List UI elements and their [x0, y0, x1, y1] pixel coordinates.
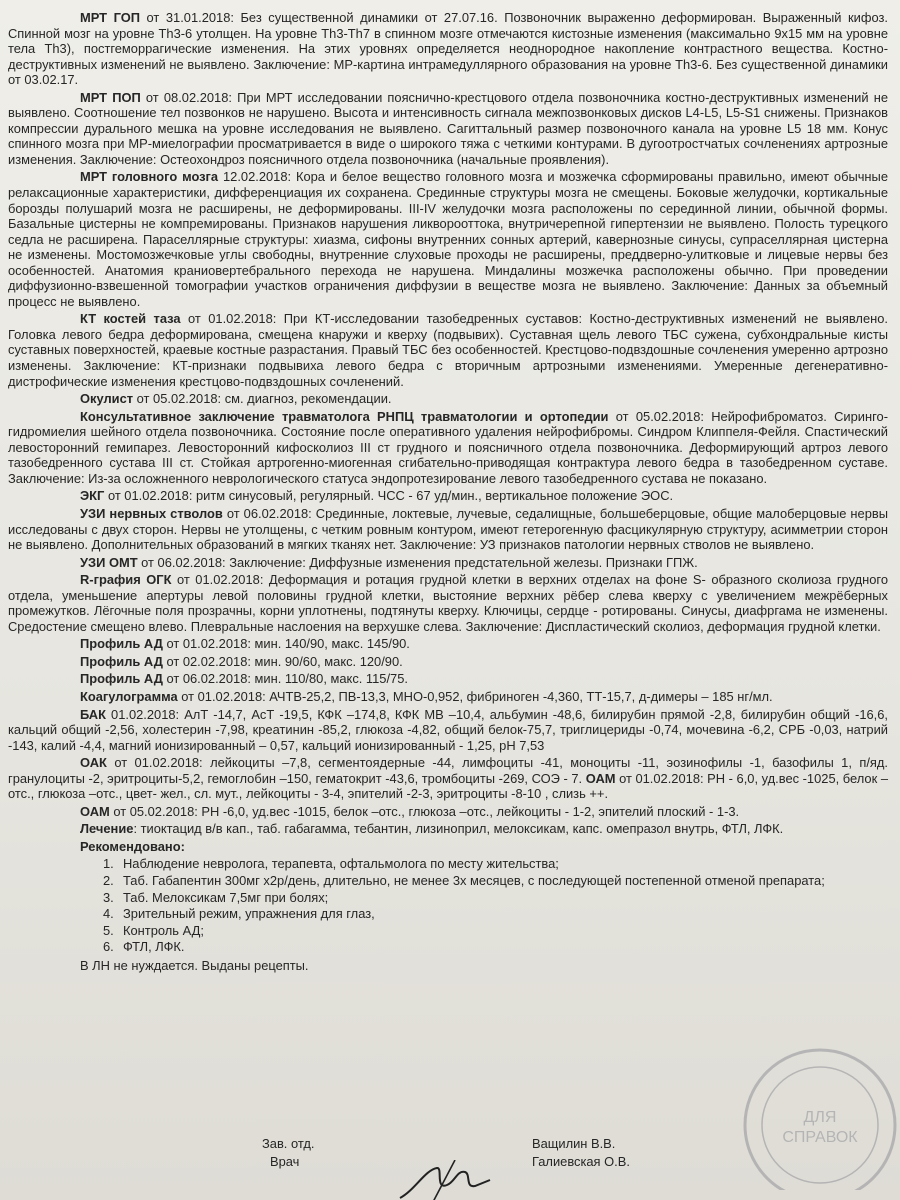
ct-pelvis-paragraph: [8, 311, 888, 389]
section-label: ОАК: [80, 755, 107, 771]
section-text: от 05.02.2018: Нейрофиброматоз. Сиринго-гидромиелия шейного отдела позвоночника. Состояние после оперативного удаления нейрофибромы. Синдром Клиппеля-Фейля. Спастический левосторонний гемипарез. Левосторонний кифосколиоз III ст грудного и поясничного отдела позвоночника. Деформирующий артроз левого тазобедренного сустава III ст. Стойкая артрогенно-миогенная сгибательно-приводящая контрактура левого бедра в тазобедренном суставе. Заключение: Из-за осложненного неврологического статуса эндопротезирование левого тазобедренного сустава не показано.: [8, 408, 888, 486]
head-role: Зав. отд.: [262, 1136, 315, 1151]
biochemistry-paragraph: [8, 707, 888, 754]
mri-lumbar-paragraph: [8, 90, 888, 168]
report-body: [8, 10, 888, 973]
section-label: Профиль АД: [80, 653, 163, 669]
list-item: 5. Контроль АД;: [103, 922, 204, 938]
nerve-ultrasound-paragraph: [8, 506, 888, 553]
section-label: ОАМ: [585, 770, 616, 786]
mri-thoracic-paragraph: [8, 10, 888, 88]
section-label: Профиль АД: [80, 636, 163, 652]
section-label: МРТ головного мозга: [80, 169, 219, 185]
section-text: : тиоктацид в/в кап., таб. габагамма, тебантин, лизиноприл, мелоксикам, капс. омепразол внутрь, ФТЛ, ЛФК.: [133, 821, 784, 837]
section-label: Консультативное заключение травматолога РНПЦ травматологии и ортопедии: [80, 408, 609, 424]
list-item: 1. Наблюдение невролога, терапевта, офтальмолога по месту жительства;: [103, 856, 559, 872]
section-label: Окулист: [80, 391, 134, 407]
section-text: от 06.02.2018: Заключение: Диффузные изменения предстательной железы. Признаки ГПЖ.: [137, 554, 698, 570]
section-label: Профиль АД: [80, 671, 163, 687]
section-label: МРТ ГОП: [80, 10, 140, 25]
head-name: Ващилин В.В.: [532, 1136, 616, 1151]
list-item: 6. ФТЛ, ЛФК.: [103, 939, 185, 955]
section-text: 01.02.2018: АлТ -14,7, АсТ -19,5, КФК –174,8, КФК МВ –10,4, альбумин -48,6, билирубин прямой -2,8, билирубин общий -16,6, кальций общий -2,56, холестерин -7,98, креатинин -85,2, глюкоза -4,82, общий белок-75,7, триглицериды -0,74, мочевина -6,2, СРБ -0,03, натрий -143, калий -4,4, магний ионизированный – 0,57, кальций ионизированный - 1,25, рН 7,53: [8, 706, 888, 753]
section-label: Коагулограмма: [80, 688, 178, 704]
bp-profile-2: [8, 654, 888, 670]
section-text: от 01.02.2018: лейкоциты –7,8, сегментоядерные -44, лимфоциты -41, моноциты -11, эозинофилы -1, базофилы 1, п/яд. гранулоциты -2, эритроциты-5,2, гемоглобин –150, гематокрит -43,6, тромбоциты -269, СОЭ - 7.: [8, 755, 888, 786]
ecg-paragraph: [8, 488, 888, 504]
section-text: от 01.02.2018: При КТ-исследовании тазобедренных суставов: Костно-деструктивных изменений не выявлено. Головка левого бедра деформирована, смещена кнаружи и кверху (подвывих). Суставная щель левого ТБС сужена, субхондральные кисты суставных поверхностей, краевые костные разрастания. Правый ТБС без особенностей. Крестцово-подвздошные сочленения умеренно артрозно изменены. Заключение: КТ-признаки подвывиха левого бедра с вторичным артрозными изменениями. Умеренные дегенеративно-дистрофические изменения крестцово-подвздошных сочленений.: [8, 311, 889, 389]
urine-paragraph: [8, 804, 888, 820]
handwritten-signature: [395, 1160, 495, 1200]
section-label: УЗИ нервных стволов: [80, 505, 223, 521]
list-item: 2. Таб. Габапентин 300мг х2р/день, длительно, не менее 3х месяцев, с последующей постепенной отменой препарата;: [103, 872, 825, 888]
doctor-role: Врач: [270, 1154, 300, 1169]
recommendations-list: [8, 856, 888, 954]
section-text: от 01.02.2018: ритм синусовый, регулярный. ЧСС - 67 уд/мин., вертикальное положение ЭОС.: [104, 488, 674, 504]
traumatologist-paragraph: [8, 409, 888, 487]
section-text: от 01.02.2018: мин. 140/90, макс. 145/90.: [162, 636, 410, 652]
sick-leave-note: В ЛН не нуждается. Выданы рецепты.: [80, 957, 309, 973]
section-text: от 06.02.2018: мин. 110/80, макс. 115/75.: [162, 671, 408, 687]
section-label: ОАМ: [80, 803, 110, 819]
list-item: 4. Зрительный режим, упражнения для глаз,: [103, 906, 375, 922]
blood-urine-paragraph: [8, 755, 888, 802]
pelvic-ultrasound-paragraph: [8, 555, 888, 571]
section-text: от 05.02.2018: РН -6,0, уд.вес -1015, белок –отс., глюкоза –отс., лейкоциты - 1-2, эпителий плоский - 1-3.: [109, 803, 740, 819]
svg-text:СПРАВОК: СПРАВОК: [782, 1129, 858, 1146]
coagulogram-paragraph: [8, 689, 888, 705]
oculist-paragraph: [8, 391, 888, 407]
section-text: от 05.02.2018: см. диагноз, рекомендации.: [133, 391, 392, 407]
mri-brain-paragraph: [8, 169, 888, 309]
section-text: от 02.02.2018: мин. 90/60, макс. 120/90.: [162, 653, 403, 669]
recommendations-title: Рекомендовано:: [80, 838, 185, 854]
section-label: R-графия ОГК: [80, 572, 172, 588]
section-label: Лечение: [80, 821, 134, 837]
bp-profile-3: [8, 671, 888, 687]
chest-xray-paragraph: [8, 572, 888, 634]
section-text: от 08.02.2018: При МРТ исследовании пояснично-крестцового отдела позвоночника костно-деструктивных изменений не выявлено. Соотношение тел позвонков не нарушено. Высота и интенсивность сигнала межпозвонковых дисков L4-L5, L5-S1 снижены. Признаков компрессии дурального мешка на уровне исследования не выявлено. Сагиттальный размер позвоночного канала на уровне L5 18 мм. Конус спинного мозга при МР-миелографии просматривается в виде о широкого тяжа с четкими контурами. В дугоотростчатых сочленениях артрозные изменения. Заключение: Остеохондроз поясничного отдела позвоночника (начальные проявления).: [8, 89, 889, 167]
list-item: 3. Таб. Мелоксикам 7,5мг при болях;: [103, 889, 329, 905]
section-text: от 01.02.2018: Деформация и ротация грудной клетки в верхних отделах на фоне S- образного сколиоза грудного отдела, уменьшение апертуры левой половины грудной клетки, выстояние верхних рёбер слева кверху с увеличением межрёберных промежутков. Лёгочные поля прозрачны, корни уплотнены, подтянуты кверху. Ключицы, сердце - ротированы. Синусы, диафргама не изменены. Средостение смещено влево. Плевральные наслоения на верхушке слева. Заключение: Диспластический сколиоз, деформация грудной клетки.: [8, 572, 888, 634]
section-text: от 31.01.2018: Без существенной динамики от 27.07.16. Позвоночник выраженно деформирован. Выраженный кифоз. Спинной мозг на уровне Th3-6 утолщен. На уровне Th3-Th7 в спинном мозге отмечаются кистозные изменения (максимально 9х15 мм на уровне тела Th3), постгеморрагические изменения. На этих уровнях определяется неоднородное накопление контрастного вещества. Костно-деструктивных изменений не выявлено. Заключение: МР-картина интрамедуллярного образования на уровне Th3-6. Без существенной динамики от 03.02.17.: [8, 10, 888, 88]
section-label: ЭКГ: [80, 488, 105, 504]
section-text: от 01.02.2018: АЧТВ-25,2, ПВ-13,3, МНО-0,952, фибриноген -4,360, ТТ-15,7, д-димеры – 185 нг/мл.: [177, 688, 773, 704]
doctor-name: Галиевская О.В.: [532, 1154, 630, 1169]
svg-text:ДЛЯ: ДЛЯ: [803, 1109, 837, 1126]
section-label: БАК: [80, 706, 106, 722]
section-label: УЗИ ОМТ: [80, 554, 138, 570]
treatment-paragraph: [8, 821, 888, 837]
section-text: 12.02.2018: Кора и белое вещество головного мозга и мозжечка сформированы правильно, имеют обычные релаксационные характеристики, дифференциация их сохранена. Срединные структуры мозга не смещены. Боковые желудочки, кортикальные борозды полушарий мозга не расширены, не деформированы. III-IV желудочки мозга расположены по серединной линии, обычной формы. Базальные цистерны не компремированы. Признаков нарушения ликворооттока, внутричерепной гипертензии не выявлено. Полость турецкого седла не расширена. Параселлярные структуры: хиазма, сифоны внутренних сонных артерий, кавернозные синусы, супраселлярная цистерна не изменены. Мостомозжечковые углы свободны, внутренние слуховые проходы не расширены, преддверно-улитковые и лицевые нервы без особенностей. Анатомия краниовертебрального перехода не нарушена. Миндалины мозжечка расположены обычно. При проведении диффузионно-взвешенной томографии участков ограничения диффузии в веществе мозга не выявлено. Заключение: Данных за объемный процесс не выявлено.: [8, 169, 888, 309]
section-text: от 06.02.2018: Срединные, локтевые, лучевые, седалищные, большеберцовые, общие малоберцовые нервы исследованы с двух сторон. Нервы не утолщены, с четким ровным контуром, имеют гетерогенную фасцикулярную структуру, асимметрии сторон не выявлено. Дополнительных образований в мягких тканях нет. Заключение: УЗ признаков патологии нервных стволов не выявлено.: [8, 505, 888, 553]
section-label: КТ костей таза: [80, 311, 181, 327]
section-text: от 01.02.2018: РН - 6,0, уд.вес -1025, белок –отс., глюкоза –отс., цвет- жел., сл. мут., лейкоциты - 3-4, эпителий -2-3, эритроциты -8-10 , слизь ++.: [8, 770, 888, 802]
section-label: МРТ ПОП: [80, 89, 141, 105]
bp-profile-1: [8, 636, 888, 652]
